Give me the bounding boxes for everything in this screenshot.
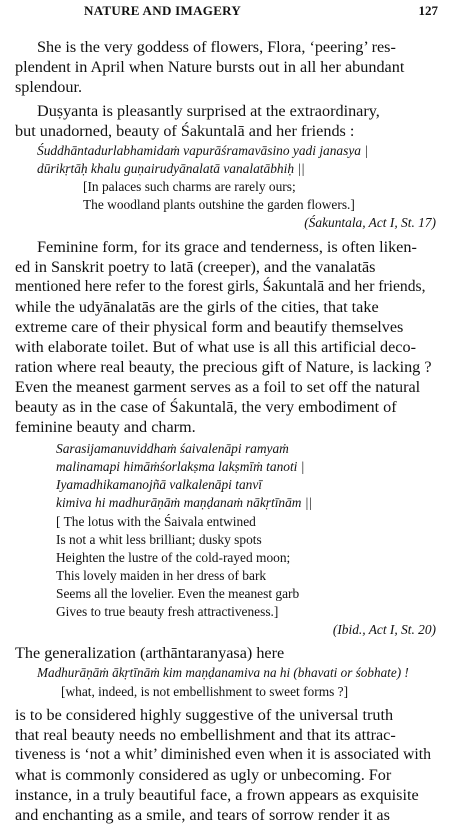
text-line: splendour.	[15, 78, 82, 96]
text-line: what is commonly considered as ugly or unbecoming. For	[15, 766, 392, 784]
text-line: but unadorned, beauty of Śakuntalā and her friends :	[15, 122, 355, 140]
sanskrit-verse-line: Madhurāṇāṁ ākṛtīnāṁ kim maṇḍanamiva na hi (bhavati or śobhate) !	[37, 665, 409, 680]
text-line: plendent in April when Nature bursts out in all her abundant	[15, 58, 405, 76]
text-line: ed in Sanskrit poetry to latā (creeper), and the vanalatās	[15, 258, 376, 276]
text-line: extreme care of their physical form and beautify themselves	[15, 318, 404, 336]
running-header: NATURE AND IMAGERY	[84, 3, 242, 18]
translation-line: Seems all the lovelier. Even the meanest garb	[56, 586, 300, 601]
text-line: that real beauty needs no embellishment and that its attrac-	[15, 726, 396, 744]
text-line: ration where real beauty, the precious gift of Nature, is lacking ?	[15, 358, 432, 376]
translation-line: The woodland plants outshine the garden flowers.]	[83, 197, 355, 212]
translation-line: Gives to true beauty fresh attractiveness.]	[56, 604, 279, 619]
text-line: Even the meanest garment serves as a foil to set off the natural	[15, 378, 421, 396]
sanskrit-verse-line: kimiva hi madhurāṇāṁ maṇḍanaṁ nākṛtīnām ||	[56, 495, 313, 510]
text-line: tiveness is ‘not a whit’ diminished even when it is associated with	[15, 746, 432, 763]
text-line: feminine beauty and charm.	[15, 418, 196, 436]
text-line: beauty as in the case of Śakuntalā, the very embodiment of	[15, 398, 397, 416]
text-line: with elaborate toilet. But of what use is all this artificial deco-	[15, 338, 416, 356]
sanskrit-verse-line: malinamapi himāṁśorlakṣma lakṣmīṁ tanoti |	[56, 459, 305, 474]
text-line: while the udyānalatās are the girls of the cities, that take	[15, 298, 379, 316]
citation: (Ibid., Act I, St. 20)	[332, 622, 436, 637]
text-line: mentioned here refer to the forest girls, Śakuntalā and her friends,	[15, 278, 426, 295]
text-line: instance, in a truly beautiful face, a frown appears as exquisite	[15, 786, 419, 804]
translation-line: [what, indeed, is not embellishment to sweet forms ?]	[61, 684, 349, 699]
translation-line: [ The lotus with the Śaivala entwined	[56, 514, 256, 529]
sanskrit-verse-line: Sarasijamanuviddhaṁ śaivalenāpi ramyaṁ	[56, 441, 289, 456]
citation: (Śakuntala, Act I, St. 17)	[304, 215, 436, 230]
text-line: She is the very goddess of flowers, Flora, ‘peering’ res-	[37, 38, 396, 56]
text-line: Feminine form, for its grace and tenderness, is often liken-	[37, 238, 417, 256]
sanskrit-verse-line: Iyamadhikamanojñā valkalenāpi tanvī	[56, 477, 263, 492]
page-number: 127	[418, 3, 438, 18]
text-line: and enchanting as a smile, and tears of sorrow render it as	[15, 806, 390, 824]
translation-line: [In palaces such charms are rarely ours;	[83, 179, 296, 194]
sanskrit-verse-line: dūrikṛtāḥ khalu guṇairudyānalatā vanalatābhiḥ ||	[37, 161, 305, 176]
text-line: The generalization (arthāntaranyasa) here	[15, 644, 285, 662]
text-line: Duṣyanta is pleasantly surprised at the extraordinary,	[37, 102, 380, 120]
translation-line: Is not a whit less brilliant; dusky spots	[56, 532, 262, 547]
translation-line: Heighten the lustre of the cold-rayed moon;	[56, 550, 291, 565]
translation-line: This lovely maiden in her dress of bark	[56, 568, 267, 583]
text-line: is to be considered highly suggestive of the universal truth	[15, 706, 394, 724]
sanskrit-verse-line: Śuddhāntadurlabhamidaṁ vapurāśramavāsino yadi janasya |	[37, 143, 368, 158]
